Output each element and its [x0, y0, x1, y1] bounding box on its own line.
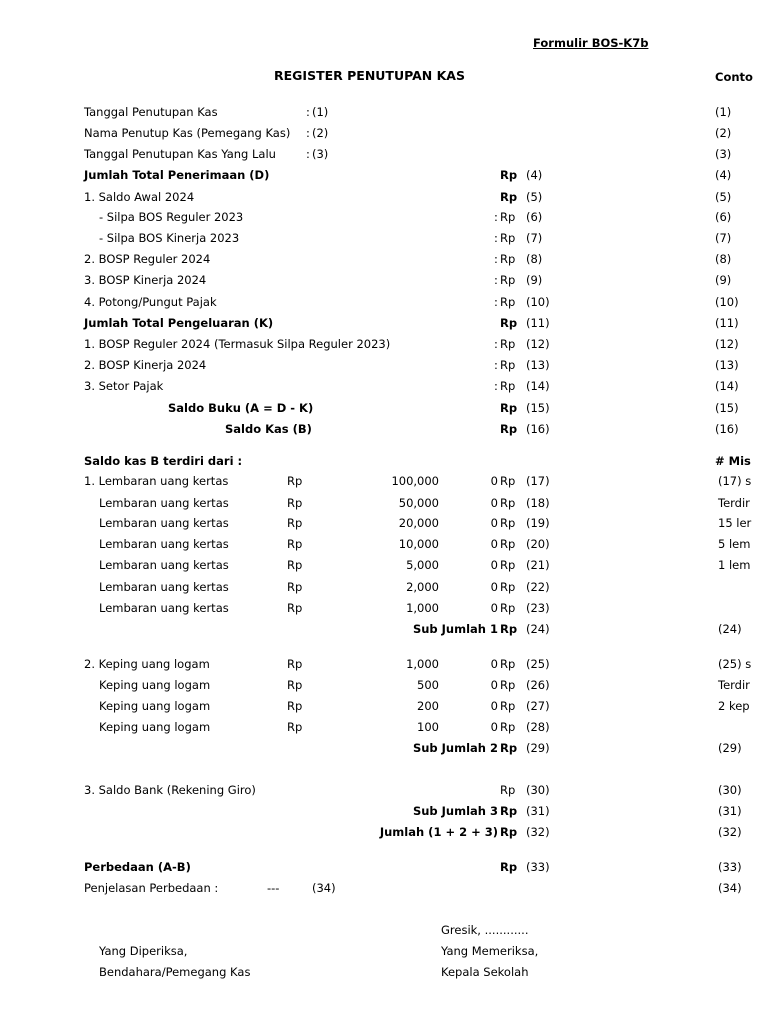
- list-item-label: Lembaran uang kertas: [99, 580, 229, 594]
- denomination: 1,000: [406, 657, 439, 671]
- denomination: 100,000: [391, 474, 439, 488]
- row-code: (8): [526, 252, 543, 266]
- side-code: (6): [715, 210, 732, 224]
- row-rp: Rp: [500, 358, 516, 372]
- difference-code: (33): [526, 860, 550, 874]
- row-rp: Rp: [500, 379, 516, 393]
- side-code: (24): [718, 622, 742, 636]
- side-code: (4): [715, 168, 732, 182]
- list-item-rp2: Rp: [500, 601, 516, 615]
- side-code: (30): [718, 783, 742, 797]
- side-code: (16): [715, 422, 739, 436]
- row-code: (12): [526, 337, 550, 351]
- field-sep: :: [306, 105, 310, 119]
- saldo-kas-rp: Rp: [500, 422, 518, 436]
- row-rp: Rp: [500, 190, 518, 204]
- row-label: 3. Setor Pajak: [84, 379, 164, 393]
- saldo-kas-code: (16): [526, 422, 550, 436]
- row-sep: :: [494, 231, 498, 245]
- side-note: Terdir: [718, 496, 750, 510]
- list-item-code: (26): [526, 678, 550, 692]
- list-item-code: (21): [526, 558, 550, 572]
- difference-label: Perbedaan (A-B): [84, 860, 191, 874]
- list-item-rp2: Rp: [500, 678, 516, 692]
- row-sep: :: [494, 337, 498, 351]
- row-label: - Silpa BOS Kinerja 2023: [99, 231, 240, 245]
- place-date: Gresik, ............: [441, 923, 529, 937]
- side-note: (25) s: [718, 657, 752, 671]
- list-item-rp2: Rp: [500, 699, 516, 713]
- amount: 0: [490, 657, 498, 671]
- row-label: Jumlah Total Pengeluaran (K): [84, 316, 274, 330]
- side-note: 15 ler: [718, 516, 752, 530]
- side-note: (17) s: [718, 474, 752, 488]
- list-item-label: Keping uang logam: [99, 678, 211, 692]
- amount: 0: [490, 558, 498, 572]
- bank-rp: Rp: [500, 783, 516, 797]
- row-rp: Rp: [500, 295, 516, 309]
- list-item-code: (20): [526, 537, 550, 551]
- list-item-code: (17): [526, 474, 550, 488]
- denomination: 10,000: [398, 537, 439, 551]
- list-item-rp: Rp: [287, 474, 303, 488]
- row-code: (9): [526, 273, 543, 287]
- page-title: REGISTER PENUTUPAN KAS: [274, 68, 465, 83]
- list-item-code: (25): [526, 657, 550, 671]
- field-sep: :: [306, 147, 310, 161]
- amount: 0: [490, 580, 498, 594]
- row-label: 3. BOSP Kinerja 2024: [84, 273, 207, 287]
- amount: 0: [490, 516, 498, 530]
- side-note: 1 lem: [718, 558, 751, 572]
- side-code: (5): [715, 190, 732, 204]
- row-code: (13): [526, 358, 550, 372]
- row-rp: Rp: [500, 231, 516, 245]
- list-item-rp2: Rp: [500, 580, 516, 594]
- row-sep: :: [494, 358, 498, 372]
- amount: 0: [490, 496, 498, 510]
- list-item-rp2: Rp: [500, 657, 516, 671]
- explanation-dash: ---: [267, 881, 280, 895]
- amount: 0: [490, 720, 498, 734]
- side-code: (3): [715, 147, 732, 161]
- list-item-label: Lembaran uang kertas: [99, 537, 229, 551]
- list-item-code: (28): [526, 720, 550, 734]
- subtotal-3-code: (31): [526, 804, 550, 818]
- saldo-buku-rp: Rp: [500, 401, 518, 415]
- list-item-code: (18): [526, 496, 550, 510]
- saldo-buku-label: Saldo Buku (A = D - K): [168, 401, 314, 415]
- row-label: Jumlah Total Penerimaan (D): [84, 168, 270, 182]
- list-item-rp: Rp: [287, 558, 303, 572]
- list-item-label: 2. Keping uang logam: [84, 657, 210, 671]
- subtotal-1-rp: Rp: [500, 622, 518, 636]
- side-note: Terdir: [718, 678, 750, 692]
- list-item-code: (27): [526, 699, 550, 713]
- list-item-code: (22): [526, 580, 550, 594]
- side-code: (34): [718, 881, 742, 895]
- row-code: (10): [526, 295, 550, 309]
- side-title: Conto: [715, 70, 753, 84]
- total-label: Jumlah (1 + 2 + 3): [379, 825, 498, 839]
- side-code: (29): [718, 741, 742, 755]
- field-sep: :: [306, 126, 310, 140]
- side-code: (1): [715, 105, 732, 119]
- side-code: (33): [718, 860, 742, 874]
- side-code: (15): [715, 401, 739, 415]
- list-item-label: Lembaran uang kertas: [99, 558, 229, 572]
- list-item-rp: Rp: [287, 678, 303, 692]
- side-note-heading: # Mis: [715, 454, 751, 468]
- side-code: (11): [715, 316, 739, 330]
- total-code: (32): [526, 825, 550, 839]
- row-rp: Rp: [500, 252, 516, 266]
- row-rp: Rp: [500, 273, 516, 287]
- subtotal-1-code: (24): [526, 622, 550, 636]
- side-code: (7): [715, 231, 732, 245]
- row-label: 2. BOSP Kinerja 2024: [84, 358, 207, 372]
- denomination: 5,000: [406, 558, 439, 572]
- signer-right-title: Kepala Sekolah: [441, 965, 529, 979]
- list-item-rp2: Rp: [500, 496, 516, 510]
- row-rp: Rp: [500, 337, 516, 351]
- list-item-rp: Rp: [287, 580, 303, 594]
- subtotal-2-code: (29): [526, 741, 550, 755]
- signer-right-role: Yang Memeriksa,: [441, 944, 539, 958]
- row-label: 2. BOSP Reguler 2024: [84, 252, 211, 266]
- saldo-kas-label: Saldo Kas (B): [225, 422, 312, 436]
- list-item-rp2: Rp: [500, 537, 516, 551]
- difference-rp: Rp: [500, 860, 518, 874]
- amount: 0: [490, 678, 498, 692]
- subtotal-2-rp: Rp: [500, 741, 518, 755]
- signer-left-role: Yang Diperiksa,: [99, 944, 188, 958]
- denomination: 2,000: [406, 580, 439, 594]
- row-label: 1. Saldo Awal 2024: [84, 190, 195, 204]
- field-label: Nama Penutup Kas (Pemegang Kas): [84, 126, 291, 140]
- field-code: (2): [312, 126, 329, 140]
- signer-left-title: Bendahara/Pemegang Kas: [99, 965, 251, 979]
- row-label: 1. BOSP Reguler 2024 (Termasuk Silpa Reguler 2023): [84, 337, 391, 351]
- field-label: Tanggal Penutupan Kas Yang Lalu: [84, 147, 276, 161]
- form-code: Formulir BOS-K7b: [533, 36, 649, 50]
- list-item-label: Keping uang logam: [99, 720, 211, 734]
- subtotal-1-label: Sub Jumlah 1: [412, 622, 498, 636]
- bank-label: 3. Saldo Bank (Rekening Giro): [84, 783, 256, 797]
- side-code: (8): [715, 252, 732, 266]
- row-sep: :: [494, 295, 498, 309]
- row-code: (6): [526, 210, 543, 224]
- explanation-label: Penjelasan Perbedaan :: [84, 881, 219, 895]
- list-item-rp: Rp: [287, 537, 303, 551]
- row-code: (5): [526, 190, 543, 204]
- list-item-label: Lembaran uang kertas: [99, 516, 229, 530]
- field-code: (3): [312, 147, 329, 161]
- row-code: (7): [526, 231, 543, 245]
- amount: 0: [490, 601, 498, 615]
- side-code: (10): [715, 295, 739, 309]
- explanation-code: (34): [312, 881, 336, 895]
- list-item-label: Keping uang logam: [99, 699, 211, 713]
- denomination: 20,000: [398, 516, 439, 530]
- row-code: (11): [526, 316, 550, 330]
- row-sep: :: [494, 210, 498, 224]
- list-item-rp2: Rp: [500, 720, 516, 734]
- side-code: (31): [718, 804, 742, 818]
- field-code: (1): [312, 105, 329, 119]
- list-item-rp2: Rp: [500, 516, 516, 530]
- denomination: 50,000: [398, 496, 439, 510]
- list-item-label: Lembaran uang kertas: [99, 496, 229, 510]
- amount: 0: [490, 537, 498, 551]
- side-note: 2 kep: [718, 699, 750, 713]
- row-sep: :: [494, 273, 498, 287]
- list-item-rp: Rp: [287, 699, 303, 713]
- list-item-rp: Rp: [287, 601, 303, 615]
- side-code: (2): [715, 126, 732, 140]
- side-code: (14): [715, 379, 739, 393]
- side-code: (9): [715, 273, 732, 287]
- list-item-rp2: Rp: [500, 558, 516, 572]
- row-rp: Rp: [500, 316, 518, 330]
- list-item-label: Lembaran uang kertas: [99, 601, 229, 615]
- breakdown-heading: Saldo kas B terdiri dari :: [84, 454, 243, 468]
- side-note: 5 lem: [718, 537, 751, 551]
- list-item-label: 1. Lembaran uang kertas: [84, 474, 229, 488]
- bank-code: (30): [526, 783, 550, 797]
- list-item-code: (23): [526, 601, 550, 615]
- row-sep: :: [494, 252, 498, 266]
- list-item-rp: Rp: [287, 720, 303, 734]
- list-item-rp2: Rp: [500, 474, 516, 488]
- list-item-rp: Rp: [287, 657, 303, 671]
- side-code: (32): [718, 825, 742, 839]
- row-code: (4): [526, 168, 543, 182]
- side-code: (12): [715, 337, 739, 351]
- row-rp: Rp: [500, 210, 516, 224]
- list-item-rp: Rp: [287, 496, 303, 510]
- subtotal-2-label: Sub Jumlah 2: [412, 741, 498, 755]
- saldo-buku-code: (15): [526, 401, 550, 415]
- denomination: 100: [417, 720, 439, 734]
- row-label: - Silpa BOS Reguler 2023: [99, 210, 244, 224]
- field-label: Tanggal Penutupan Kas: [84, 105, 218, 119]
- total-rp: Rp: [500, 825, 518, 839]
- list-item-code: (19): [526, 516, 550, 530]
- denomination: 1,000: [406, 601, 439, 615]
- side-code: (13): [715, 358, 739, 372]
- amount: 0: [490, 474, 498, 488]
- row-label: 4. Potong/Pungut Pajak: [84, 295, 217, 309]
- subtotal-3-label: Sub Jumlah 3: [412, 804, 498, 818]
- row-rp: Rp: [500, 168, 518, 182]
- subtotal-3-rp: Rp: [500, 804, 518, 818]
- denomination: 500: [417, 678, 439, 692]
- row-code: (14): [526, 379, 550, 393]
- list-item-rp: Rp: [287, 516, 303, 530]
- amount: 0: [490, 699, 498, 713]
- denomination: 200: [417, 699, 439, 713]
- row-sep: :: [494, 379, 498, 393]
